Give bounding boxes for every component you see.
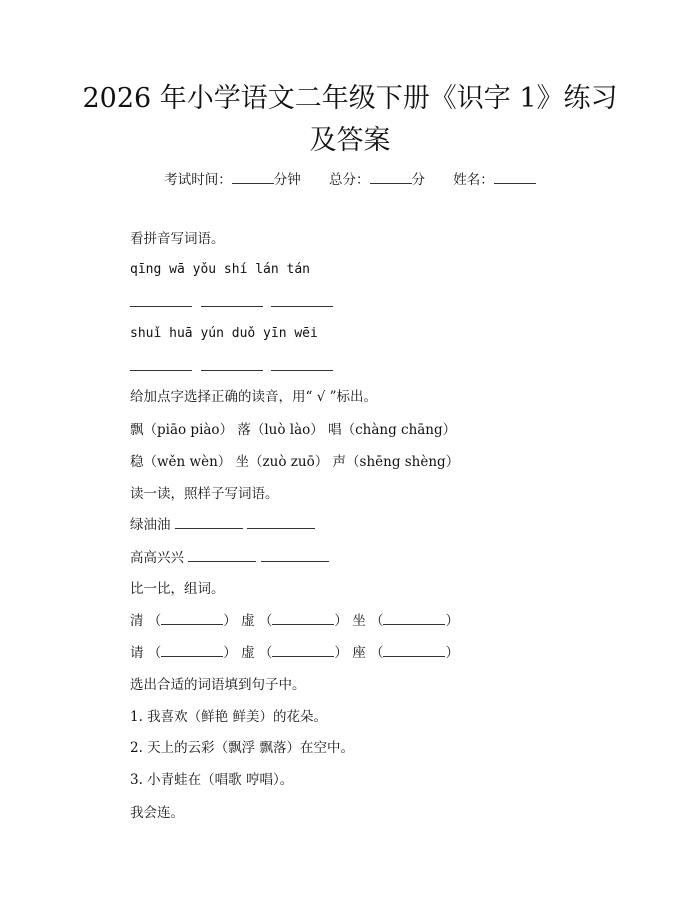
answer-blank <box>161 643 223 657</box>
answer-blank <box>261 548 329 562</box>
exam-time-label: 考试时间： <box>164 172 232 188</box>
section1-pinyin-2: shuǐ huā yún duǒ yīn wēi <box>130 326 318 341</box>
section3-item-1-word: 绿油油 <box>130 517 171 533</box>
section4-char: 虚 <box>241 613 255 629</box>
exam-meta <box>0 168 700 188</box>
section5-heading: 选出合适的词语填到句子中。 <box>130 677 306 693</box>
section4-char: 请 <box>130 645 144 661</box>
section1-pinyin-1: qīng wā yǒu shí lán tán <box>130 262 311 277</box>
section4-char: 坐 <box>352 613 366 629</box>
exam-name-label: 姓名： <box>453 172 494 188</box>
exam-time-unit: 分钟 <box>273 172 301 188</box>
answer-blank <box>247 515 315 529</box>
section1-blanks-2 <box>130 357 333 377</box>
answer-blank <box>188 548 256 562</box>
answer-blank <box>383 611 445 625</box>
page-title-line2: 及答案 <box>309 125 391 156</box>
section4-char: 清 <box>130 613 144 629</box>
section5-item-1: 1. 我喜欢（鲜艳 鲜美）的花朵。 <box>130 709 327 725</box>
answer-blank <box>161 611 223 625</box>
page-title-line1: 2026 年小学语文二年级下册《识字 1》练习 <box>82 83 618 114</box>
section3-heading: 读一读，照样子写词语。 <box>130 486 279 502</box>
answer-blank <box>175 515 243 529</box>
answer-blank <box>383 643 445 657</box>
section5-item-2: 2. 天上的云彩（飘浮 飘落）在空中。 <box>130 740 354 756</box>
page-title <box>60 78 640 162</box>
exam-score-label: 总分： <box>329 172 370 188</box>
section4-row-1: 清 （ ） 虚 （ ） 坐 （ ） <box>130 613 459 629</box>
answer-blank <box>271 293 333 307</box>
answer-blank <box>130 357 192 371</box>
section3-item-2 <box>130 548 329 568</box>
exam-score <box>329 168 425 188</box>
exam-time <box>164 168 301 188</box>
exam-time-blank <box>232 170 274 184</box>
answer-blank <box>272 643 334 657</box>
section5-item-3: 3. 小青蛙在（唱歌 哼唱）。 <box>130 772 294 788</box>
section6-heading: 我会连。 <box>130 805 184 821</box>
section4-heading: 比一比，组词。 <box>130 581 225 597</box>
section2-line-2: 稳（wěn wèn） 坐（zuò zuō） 声（shēng shèng） <box>130 454 460 470</box>
section4-char: 座 <box>352 645 366 661</box>
section1-blanks-1 <box>130 293 333 313</box>
section4-char: 虚 <box>241 645 255 661</box>
section2-heading: 给加点字选择正确的读音，用“ √ ”标出。 <box>130 389 377 405</box>
exam-name-blank <box>494 170 536 184</box>
answer-blank <box>201 293 263 307</box>
answer-blank <box>201 357 263 371</box>
section1-heading: 看拼音写词语。 <box>130 231 225 247</box>
section3-item-1 <box>130 515 315 535</box>
section4-row-2: 请 （ ） 虚 （ ） 座 （ ） <box>130 645 459 661</box>
exam-score-unit: 分 <box>411 172 425 188</box>
section3-item-2-word: 高高兴兴 <box>130 550 184 566</box>
answer-blank <box>271 357 333 371</box>
answer-blank <box>130 293 192 307</box>
answer-blank <box>272 611 334 625</box>
section2-line-1: 飘（piāo piào） 落（luò lào） 唱（chàng chāng） <box>130 422 457 438</box>
exam-score-blank <box>370 170 412 184</box>
exam-name <box>453 168 536 188</box>
